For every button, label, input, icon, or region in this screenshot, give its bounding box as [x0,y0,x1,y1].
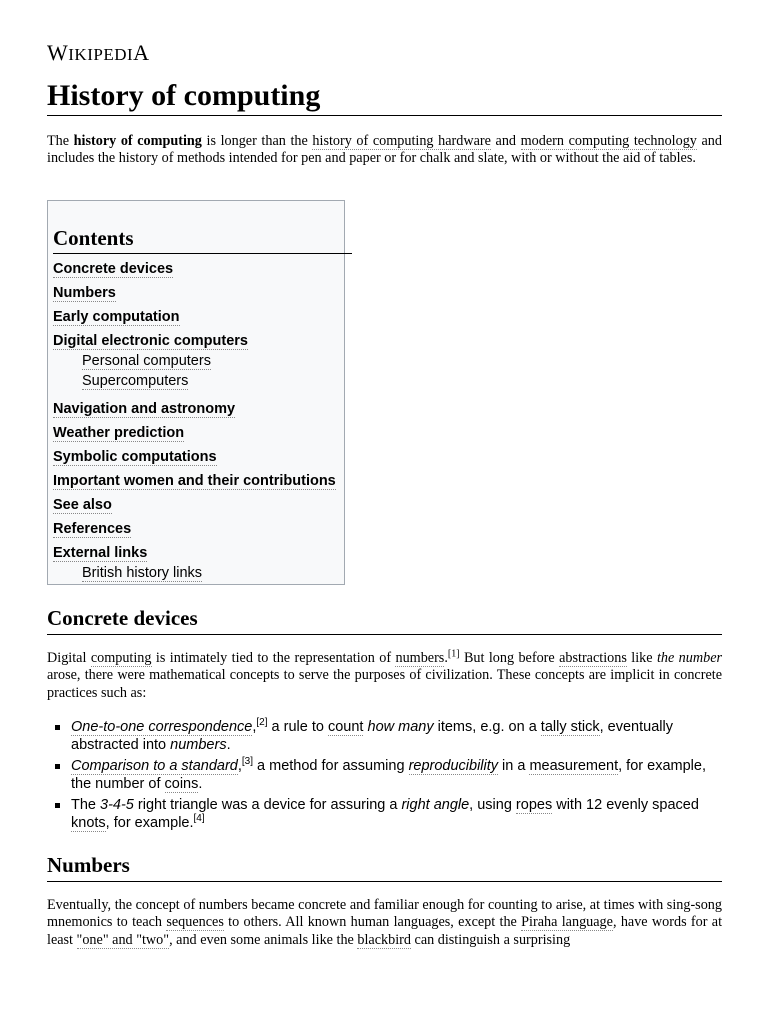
para-text: to others. All known human languages, except the [223,914,522,931]
link-abstractions[interactable]: abstractions [559,650,627,666]
item-italic: how many [367,719,434,735]
toc-link-see-also[interactable]: See also [53,497,112,513]
para-text: is intimately tied to the representation of [151,650,396,666]
toc-item [53,424,339,442]
link-label: reproducibility [408,758,499,774]
page-title: History of computing [47,78,722,116]
toc-link-references[interactable]: References [53,521,132,537]
para-text: . [444,650,448,666]
para-text: , have words for at least [47,914,723,948]
toc-item [53,260,339,278]
link-comparison-to-a-standard[interactable] [71,758,238,775]
link-modern-computing-technology[interactable]: modern computing technology [520,133,697,149]
toc-sublist [53,351,339,391]
lead-text: The [47,133,74,149]
para-text: Eventually, the concept of numbers became concrete and familiar enough for counting to arise, at times with sing-song mnemonics to teach [47,897,722,931]
para-text: Digital [47,650,91,666]
link-reproducibility[interactable] [409,758,498,775]
citation-ref-3[interactable]: [3] [241,756,253,768]
item-text: . [226,737,231,753]
toc-link-personal-computers[interactable]: Personal computers [82,353,211,369]
link-label: One-to-one correspondence [71,719,253,735]
link-measurement[interactable]: measurement [529,758,619,774]
toc-item [53,400,339,418]
toc-link-weather-prediction[interactable]: Weather prediction [53,425,185,441]
item-italic: 3-4-5 [100,797,134,813]
item-italic: right angle [401,797,470,813]
toc-subitem [82,351,339,371]
item-text: , for example, the number of [71,758,706,792]
citation-ref-4[interactable]: [4] [193,813,205,825]
numbers-paragraph [47,897,722,949]
para-text: arose, there were mathematical concepts to serve the purposes of civilization. These concepts are implicit in concrete practices such as: [47,667,722,701]
link-coins[interactable]: coins [164,776,199,792]
list-item [71,796,722,832]
concrete-devices-paragraph [47,650,722,702]
toc-item [53,472,339,490]
toc-item [53,520,339,538]
item-text: , [252,719,257,735]
toc-link-british-history-links[interactable]: British history links [82,565,203,581]
link-ropes[interactable]: ropes [515,797,553,813]
toc-subitem [82,563,339,583]
toc-item [53,332,339,391]
link-knots[interactable]: knots [71,815,106,831]
toc-link-concrete-devices[interactable]: Concrete devices [53,261,174,277]
lead-paragraph [47,133,722,168]
item-text: right triangle was a device for assuring a [133,797,402,813]
section-heading-concrete-devices: Concrete devices [47,605,722,635]
toc-link-numbers[interactable]: Numbers [53,285,116,301]
citation-ref-1[interactable]: [1] [447,648,460,660]
toc-link-digital-electronic-computers[interactable]: Digital electronic computers [53,333,248,349]
item-text: , for example. [105,815,194,831]
link-one-and-two[interactable]: "one" and "two" [76,931,170,948]
link-blackbird[interactable]: blackbird [357,931,411,948]
concrete-practices-list [47,718,722,835]
item-text: , [237,758,242,774]
item-text: a rule to [267,719,328,735]
item-text: , using [469,797,516,813]
item-text: , eventually abstracted into [71,719,673,753]
item-italic: numbers [170,737,227,753]
wordmark-rest: IKIPEDI [68,45,134,64]
item-text: . [198,776,203,792]
para-italic: the number [656,650,723,666]
link-computing[interactable]: computing [90,650,152,666]
toc-item [53,308,339,326]
item-text: in a [498,758,530,774]
table-of-contents [47,200,345,585]
toc-link-external-links[interactable]: External links [53,545,148,561]
toc-sublist [53,563,339,583]
link-history-of-computing-hardware[interactable]: history of computing hardware [312,133,491,149]
para-text: But long before [459,650,560,666]
lead-text: and includes the history of methods intended for pen and paper or for chalk and slate, with or without the aid of tables. [47,133,722,167]
toc-item [53,496,339,514]
para-text: like [626,650,657,666]
toc-link-supercomputers[interactable]: Supercomputers [82,373,189,389]
list-item [71,757,722,793]
lead-text: is longer than the [201,133,313,149]
lead-bold-term: history of computing [73,133,202,149]
link-piraha-language[interactable]: Piraha language [521,914,613,931]
toc-title: Contents [53,226,352,254]
link-count[interactable]: count [327,719,364,735]
toc-link-important-women[interactable]: Important women and their contributions [53,473,336,489]
para-text: can distinguish a surprising [410,931,571,948]
link-numbers[interactable]: numbers [395,650,445,666]
link-label: Comparison to a standard [71,758,238,774]
toc-item [53,544,339,583]
section-heading-numbers: Numbers [47,852,722,882]
list-item [71,718,722,754]
item-text: a method for assuming [253,758,409,774]
link-tally-stick[interactable]: tally stick [540,719,600,735]
link-sequences[interactable]: sequences [166,914,224,931]
toc-subitem [82,371,339,391]
toc-item [53,448,339,466]
citation-ref-2[interactable]: [2] [256,717,268,729]
item-text: with 12 evenly spaced [552,797,699,813]
para-text: , and even some animals like the [169,931,358,948]
toc-link-symbolic-computations[interactable]: Symbolic computations [53,449,217,465]
wordmark-last: A [133,40,150,65]
toc-link-early-computation[interactable]: Early computation [53,309,180,325]
wordmark-first: W [47,40,69,65]
link-one-to-one-correspondence[interactable] [71,719,252,736]
toc-list [53,260,339,583]
wikipedia-wordmark[interactable] [47,40,150,66]
item-text: items, e.g. on a [433,719,541,735]
toc-link-navigation-and-astronomy[interactable]: Navigation and astronomy [53,401,236,417]
toc-item [53,284,339,302]
lead-text: and [490,133,521,149]
item-text: The [71,797,101,813]
